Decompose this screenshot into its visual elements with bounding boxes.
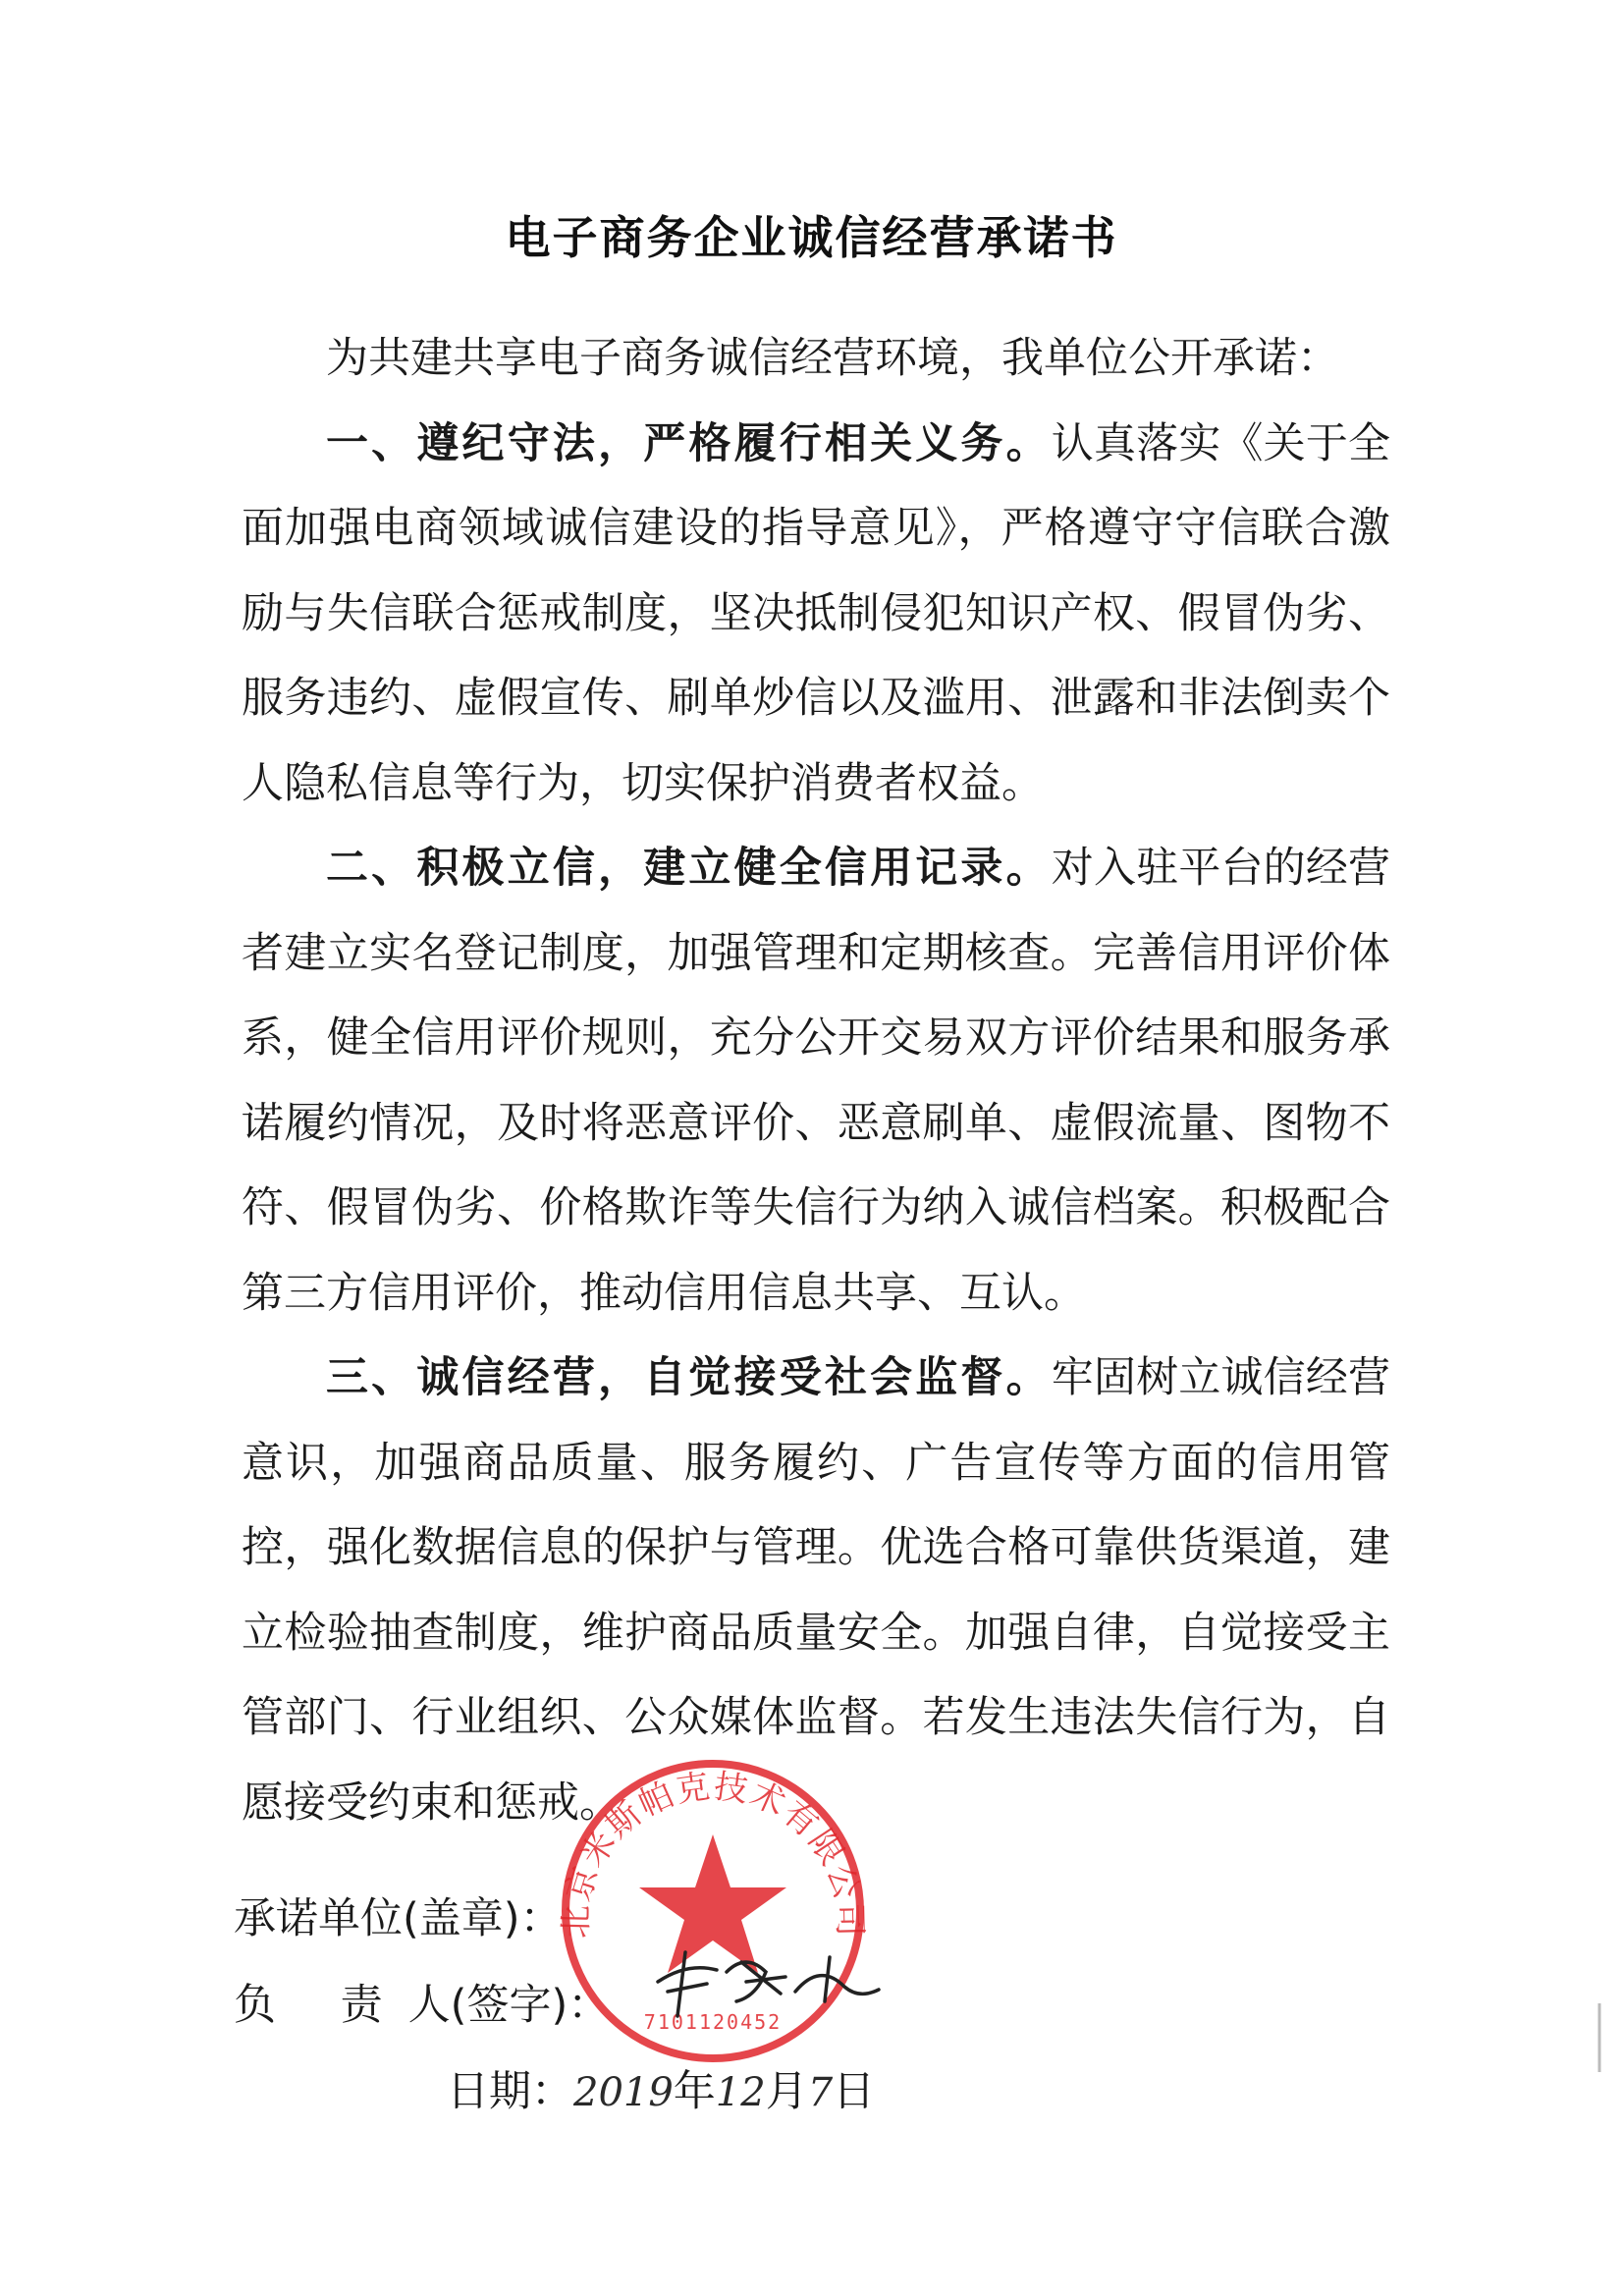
date-year: 2019 — [573, 2070, 674, 2115]
date-day: 7 — [807, 2070, 834, 2115]
section-paragraph-1 — [242, 402, 1390, 827]
section-paragraph-2 — [242, 826, 1390, 1336]
section-heading-1: 一、遵纪守法，严格履行相关义务。 — [326, 418, 1052, 468]
document-body — [242, 316, 1390, 1845]
seal-serial-number: 7101120452 — [643, 2010, 783, 2034]
section-text-1: 认真落实《关于全面加强电商领域诚信建设的指导意见》，严格遵守守信联合激励与失信联合惩戒制度，坚决抵制侵犯知识产权、假冒伪劣、服务违约、虚假宣传、刷单炒信以及滥用、泄露和非法倒卖个人隐私信息等行为，切实保护消费者权益。 — [242, 418, 1391, 808]
unit-seal-label: 承诺单位(盖章)： — [234, 1894, 563, 1943]
document-title: 电子商务企业诚信经营承诺书 — [505, 211, 1118, 264]
date-month-char: 月 — [765, 2067, 808, 2116]
section-heading-3: 三、诚信经营，自觉接受社会监督。 — [326, 1353, 1052, 1402]
person-label-prefix: 负 责 — [234, 1981, 408, 2030]
section-heading-2: 二、积极立信，建立健全信用记录。 — [326, 844, 1052, 893]
handwritten-signature-icon — [648, 1933, 884, 2021]
date-label: 日期： — [447, 2067, 573, 2116]
scan-edge-mark — [1595, 2003, 1604, 2072]
intro-paragraph: 为共建共享电子商务诚信经营环境，我单位公开承诺： — [326, 334, 1339, 383]
section-text-3: 牢固树立诚信经营意识，加强商品质量、服务履约、广告宣传等方面的信用管控，强化数据信息的保护与管理。优选合格可靠供货渠道，建立检验抽查制度，维护商品质量安全。加强自律，自觉接受主管部门、行业组织、公众媒体监督。若发生违法失信行为，自愿接受约束和惩戒。 — [242, 1353, 1391, 1828]
person-label-suffix: 人(签字)： — [407, 1981, 611, 2030]
date-month: 12 — [715, 2070, 766, 2115]
company-seal-icon — [546, 1744, 880, 2078]
section-text-2: 对入驻平台的经营者建立实名登记制度，加强管理和定期核查。完善信用评价体系，健全信用评价规则，充分公开交易双方评价结果和服务承诺履约情况，及时将恶意评价、恶意刷单、虚假流量、图物不符、假冒伪劣、价格欺诈等失信行为纳入诚信档案。积极配合第三方信用评价，推动信用信息共享、互认。 — [242, 844, 1391, 1318]
date-day-char: 日 — [833, 2067, 876, 2116]
seal-company-text: 北京米斯帕克技术有限公司 — [556, 1767, 870, 1940]
date-year-char: 年 — [673, 2067, 716, 2116]
